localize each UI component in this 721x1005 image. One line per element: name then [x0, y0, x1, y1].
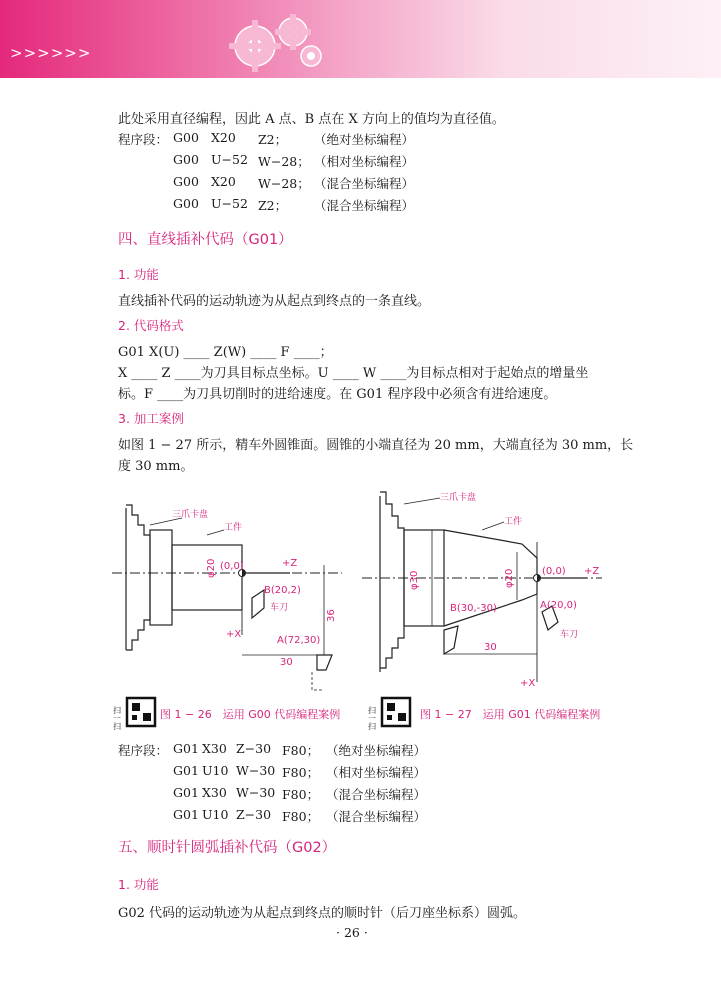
program-label: 程序段： [118, 132, 169, 147]
qr-code-icon[interactable] [367, 697, 412, 730]
label-diameter-30: φ30 [409, 570, 420, 590]
code-word: F80； [282, 809, 320, 824]
code-word: X30 [202, 785, 227, 800]
code-word: G00 [173, 196, 199, 211]
qr-label: 扫一扫 [112, 706, 122, 730]
label-point-b: B(20,2) [264, 585, 301, 596]
intro-text: 此处采用直径编程，因此 A 点、B 点在 X 方向上的值均为直径值。 [118, 112, 505, 127]
code-word: W−30 [236, 763, 276, 778]
label-dim-36: 36 [326, 609, 337, 622]
label-point-a: A(72,30) [277, 635, 321, 646]
label-point-b: B(30,-30) [450, 603, 497, 614]
gear-icon [225, 10, 335, 78]
code-word: U10 [202, 807, 229, 822]
figure-g01-diagram [362, 482, 622, 695]
code-word: Z2； [258, 198, 288, 213]
paragraph: 如图 1 − 27 所示，精车外圆锥面。圆锥的小端直径为 20 mm，大端直径为 30 mm，长 [118, 438, 634, 453]
qr-code-icon[interactable] [112, 697, 157, 730]
subsection-heading: 2. 代码格式 [118, 318, 184, 333]
qr-label: 扫一扫 [367, 706, 377, 730]
code-note: （混合坐标编程） [314, 176, 415, 191]
code-word: G01 [173, 785, 199, 800]
label-axis-z: +Z [282, 558, 298, 569]
label-diameter-20: φ20 [504, 568, 515, 588]
code-note: （绝对坐标编程） [314, 132, 415, 147]
code-word: X20 [211, 130, 236, 145]
code-word: U10 [202, 763, 229, 778]
code-word: U−52 [211, 152, 248, 167]
subsection-heading: 3. 加工案例 [118, 411, 184, 426]
label-chuck: 三爪卡盘 [172, 510, 209, 520]
code-word: Z2； [258, 132, 288, 147]
figure-caption: 图 1 − 27 运用 G01 代码编程案例 [420, 708, 601, 721]
label-dim-30: 30 [280, 657, 293, 668]
code-word: G01 [173, 763, 199, 778]
label-axis-z: +Z [584, 566, 600, 577]
program-label: 程序段： [118, 743, 169, 758]
label-diameter: φ20 [206, 558, 217, 578]
code-word: F80； [282, 743, 320, 758]
label-tool: 车刀 [270, 603, 289, 613]
code-note: （绝对坐标编程） [326, 743, 427, 758]
label-tool: 车刀 [560, 630, 579, 640]
program-block-g01 [118, 741, 538, 831]
page-header-banner [0, 0, 721, 78]
figure-caption: 图 1 − 26 运用 G00 代码编程案例 [160, 708, 341, 721]
code-word: G00 [173, 174, 199, 189]
code-word: Z−30 [236, 807, 272, 822]
code-note: （混合坐标编程） [326, 787, 427, 802]
paragraph: 标。F ____为刀具切削时的进给速度。在 G01 程序段中必须含有进给速度。 [118, 387, 557, 402]
label-dim-30: 30 [484, 642, 497, 653]
code-word: W−28； [258, 176, 310, 191]
code-word: X30 [202, 741, 227, 756]
label-axis-x: +X [520, 678, 536, 689]
paragraph: 度 30 mm。 [118, 459, 194, 474]
code-word: G01 [173, 741, 199, 756]
code-word: W−28； [258, 154, 310, 169]
code-note: （相对坐标编程） [326, 765, 427, 780]
code-word: G00 [173, 130, 199, 145]
program-block-g00 [118, 130, 518, 220]
code-word: Z−30 [236, 741, 272, 756]
paragraph: X ____ Z ____为刀具目标点坐标。U ____ W ____为目标点相对于起始点的增量坐 [118, 366, 589, 381]
paragraph: G02 代码的运动轨迹为从起点到终点的顺时针（后刀座坐标系）圆弧。 [118, 906, 527, 921]
paragraph: 直线插补代码的运动轨迹为从起点到终点的一条直线。 [118, 294, 431, 309]
code-format: G01 X(U) ____ Z(W) ____ F ____； [118, 345, 333, 360]
code-word: F80； [282, 765, 320, 780]
subsection-heading: 1. 功能 [118, 877, 159, 892]
code-word: W−30 [236, 785, 276, 800]
code-word: G01 [173, 807, 199, 822]
code-note: （相对坐标编程） [314, 154, 415, 169]
section-heading: 五、顺时针圆弧插补代码（G02） [118, 840, 337, 856]
code-word: X20 [211, 174, 236, 189]
code-word: F80； [282, 787, 320, 802]
label-point-a: A(20,0) [540, 600, 577, 611]
label-axis-x: +X [226, 629, 242, 640]
code-word: U−52 [211, 196, 248, 211]
label-chuck: 三爪卡盘 [440, 493, 477, 503]
code-word: G00 [173, 152, 199, 167]
chevron-decoration: >>>>>> [10, 44, 92, 62]
subsection-heading: 1. 功能 [118, 267, 159, 282]
page-number: · 26 · [336, 925, 368, 940]
label-workpiece: 工件 [504, 517, 523, 527]
code-note: （混合坐标编程） [314, 198, 415, 213]
label-workpiece: 工件 [224, 523, 243, 533]
label-origin: (0,0) [220, 561, 244, 572]
label-origin: (0,0) [542, 566, 566, 577]
figure-g00-diagram [112, 490, 362, 695]
section-heading: 四、直线插补代码（G01） [118, 232, 293, 248]
code-note: （混合坐标编程） [326, 809, 427, 824]
